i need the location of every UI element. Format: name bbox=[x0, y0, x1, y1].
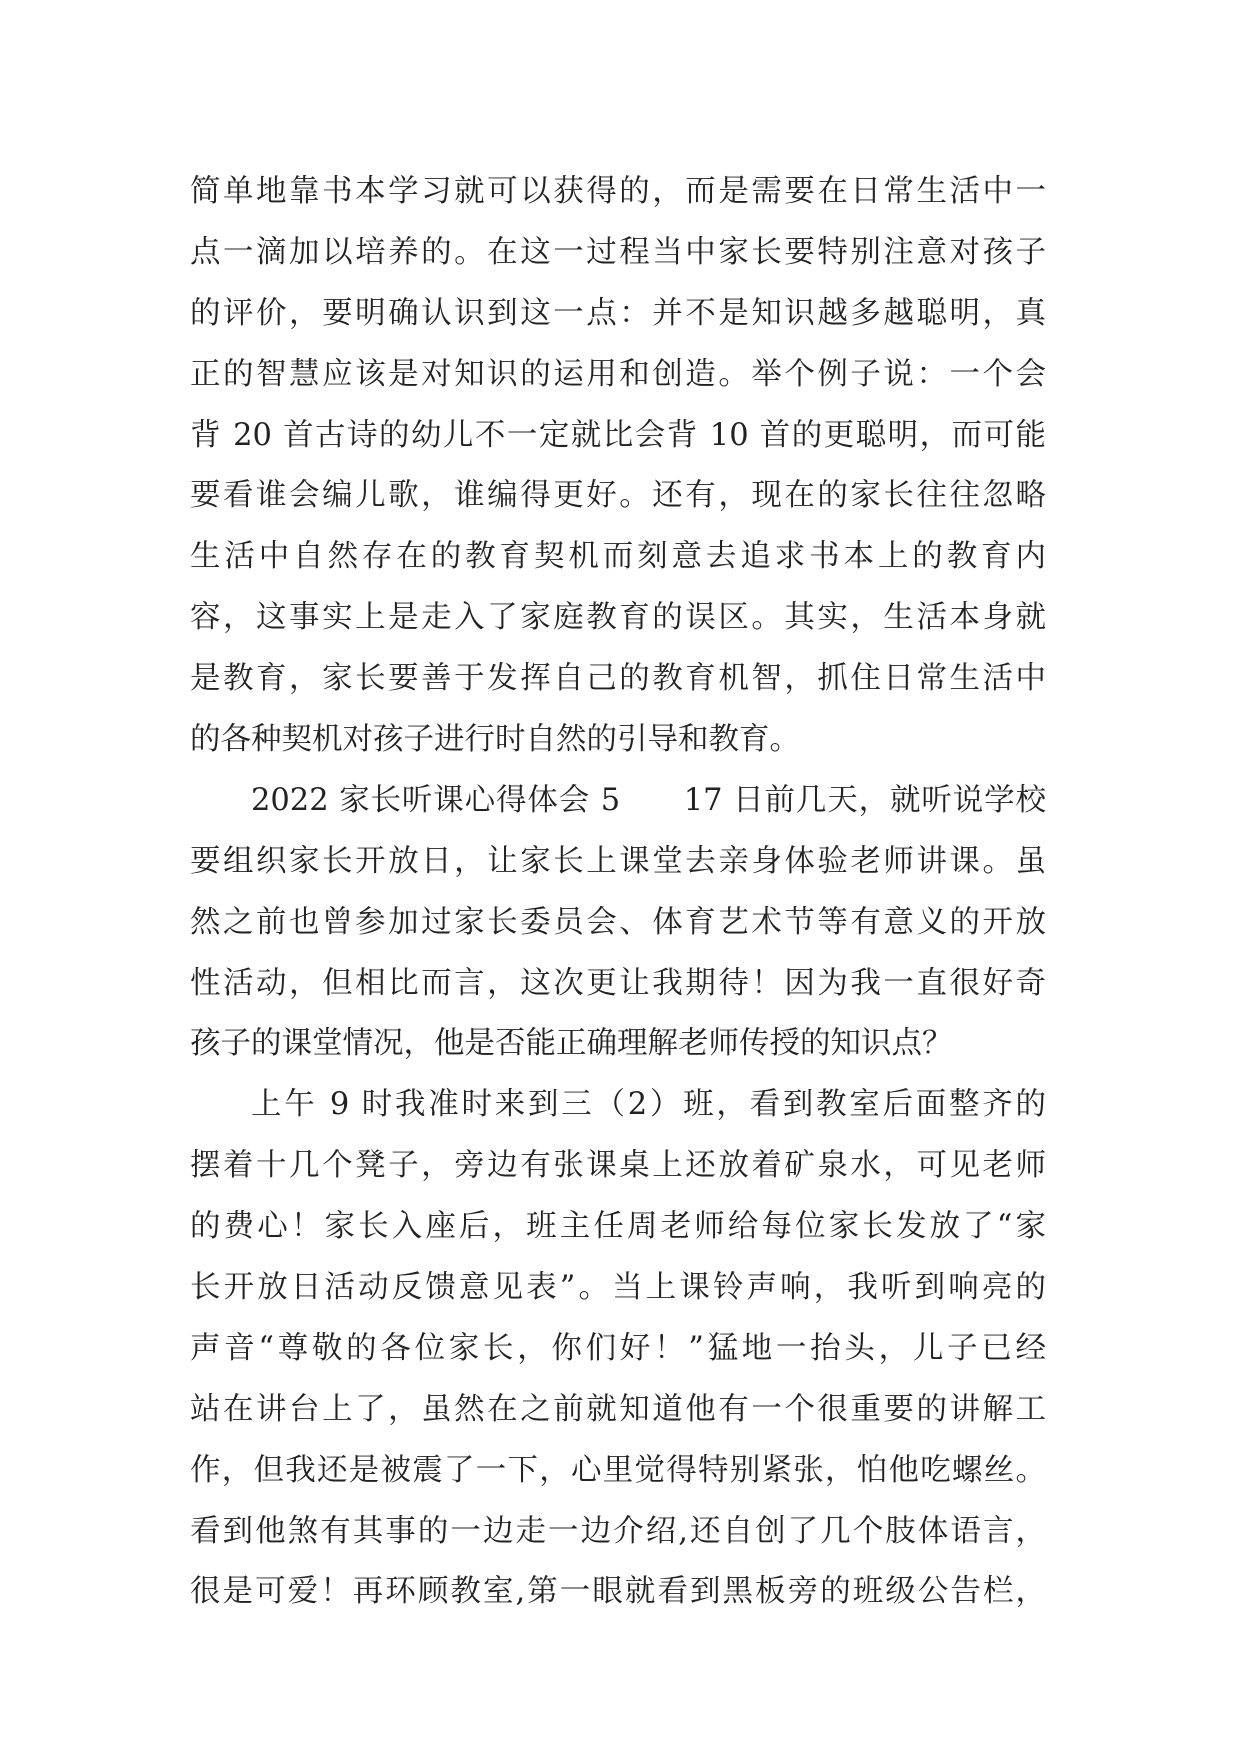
text-line: 然之前也曾参加过家长委员会、体育艺术节等有意义的开放 bbox=[190, 904, 1046, 940]
text-line: 容，这事实上是走入了家庭教育的误区。其实，生活本身就 bbox=[190, 600, 1046, 636]
text-line: 性活动，但相比而言，这次更让我期待！因为我一直很好奇 bbox=[190, 965, 1046, 1001]
text-line: 背 20 首古诗的幼儿不一定就比会背 10 首的更聪明，而可能 bbox=[190, 417, 1046, 453]
text-line: 的费心！家长入座后，班主任周老师给每位家长发放了“家 bbox=[190, 1209, 1046, 1245]
paragraph-first-line: 上午 9 时我准时来到三（2）班，看到教室后面整齐的 bbox=[251, 1087, 1046, 1123]
text-line: 要看谁会编儿歌，谁编得更好。还有，现在的家长往往忽略 bbox=[190, 478, 1046, 514]
text-line: 长开放日活动反馈意见表”。当上课铃声响，我听到响亮的 bbox=[190, 1270, 1046, 1306]
text-line: 孩子的课堂情况，他是否能正确理解老师传授的知识点？ bbox=[190, 1026, 953, 1062]
text-line: 点一滴加以培养的。在这一过程当中家长要特别注意对孩子 bbox=[190, 234, 1046, 270]
body-text bbox=[190, 162, 1046, 1623]
text-line: 很是可爱！再环顾教室,第一眼就看到黑板旁的班级公告栏， bbox=[190, 1574, 1046, 1610]
text-line: 看到他煞有其事的一边走一边介绍,还自创了几个肢体语言， bbox=[190, 1513, 1046, 1549]
text-line: 的各种契机对孩子进行时自然的引导和教育。 bbox=[190, 722, 800, 758]
text-line: 作，但我还是被震了一下，心里觉得特别紧张，怕他吃螺丝。 bbox=[190, 1452, 1046, 1488]
section-heading-line: 2022 家长听课心得体会 5 17 日前几天，就听说学校 bbox=[251, 782, 1046, 818]
text-line: 是教育，家长要善于发挥自己的教育机智，抓住日常生活中 bbox=[190, 661, 1046, 697]
text-line: 声音“尊敬的各位家长，你们好！”猛地一抬头，儿子已经 bbox=[190, 1330, 1046, 1366]
text-line: 摆着十几个凳子，旁边有张课桌上还放着矿泉水，可见老师 bbox=[190, 1148, 1046, 1184]
text-line: 站在讲台上了，虽然在之前就知道他有一个很重要的讲解工 bbox=[190, 1391, 1046, 1427]
text-line: 正的智慧应该是对知识的运用和创造。举个例子说：一个会 bbox=[190, 356, 1046, 392]
text-line: 生活中自然存在的教育契机而刻意去追求书本上的教育内 bbox=[190, 539, 1046, 575]
text-line: 简单地靠书本学习就可以获得的，而是需要在日常生活中一 bbox=[190, 174, 1046, 209]
text-line: 的评价，要明确认识到这一点：并不是知识越多越聪明，真 bbox=[190, 295, 1046, 331]
text-line: 要组织家长开放日，让家长上课堂去亲身体验老师讲课。虽 bbox=[190, 843, 1046, 879]
